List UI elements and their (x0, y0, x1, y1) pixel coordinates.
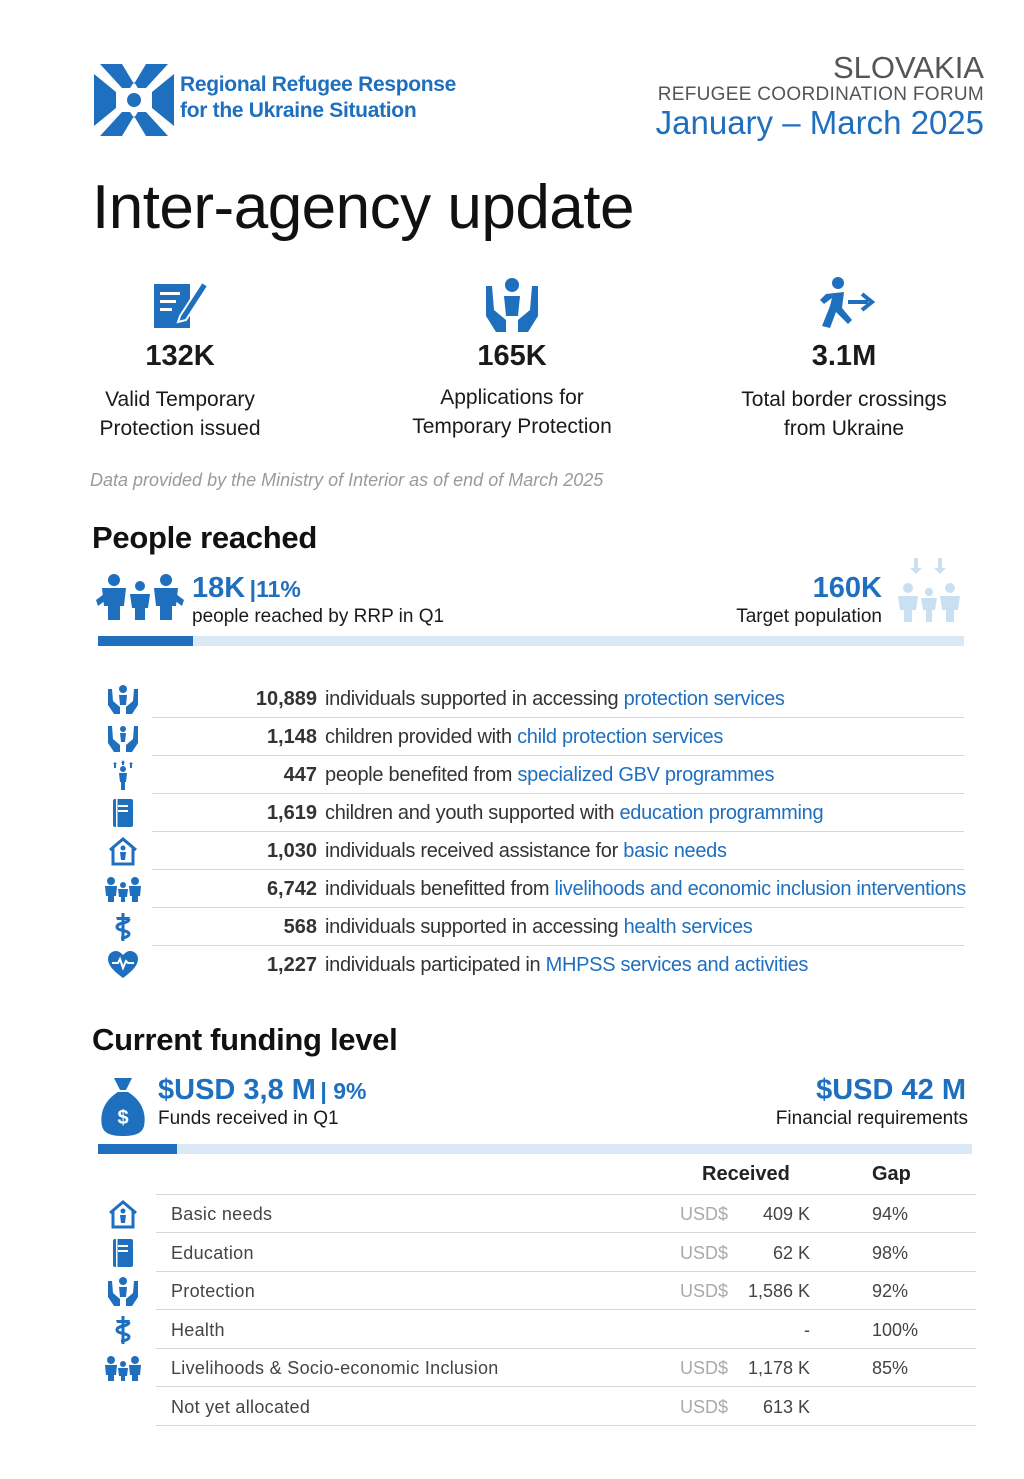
achievement-text (325, 954, 808, 977)
achievement-row (100, 756, 964, 794)
funding-gap: 85% (872, 1358, 909, 1378)
achievement-row (100, 794, 964, 832)
financial-requirement-label: Financial requirements (775, 1108, 968, 1129)
health-caduceus-icon (100, 1315, 146, 1345)
funding-sector: Health (171, 1319, 225, 1340)
funding-row (100, 1195, 976, 1233)
achievement-sector-link[interactable]: basic needs (623, 840, 727, 862)
achievement-sector-link[interactable]: protection services (623, 688, 785, 710)
stat-value: 3.1M (811, 340, 877, 372)
stat-label-line1: Applications for (440, 386, 584, 409)
achievement-value: 1,148 (266, 726, 317, 748)
funding-currency: USD$ (680, 1396, 729, 1417)
funds-received-value: $USD 3,8 M (158, 1074, 316, 1106)
protection-hands-icon (100, 1276, 146, 1306)
running-person-arrow-icon (812, 276, 876, 332)
achievement-row (100, 718, 964, 756)
funding-sector: Livelihoods & Socio-economic Inclusion (171, 1358, 499, 1378)
people-reached-percent: |11% (249, 576, 301, 602)
funding-progress-bar (98, 1144, 972, 1154)
achievement-sector-link[interactable]: livelihoods and economic inclusion interventions (554, 878, 966, 900)
data-source-note: Data provided by the Ministry of Interior as of end of March 2025 (90, 470, 604, 490)
achievement-row (100, 870, 964, 908)
funding-gap: 94% (872, 1204, 909, 1224)
stat-value: 165K (477, 340, 547, 372)
people-reached-kpi (192, 572, 301, 605)
funding-row (100, 1272, 976, 1310)
achievement-value: 1,619 (266, 802, 317, 824)
target-people-icon (894, 558, 964, 624)
hands-person-icon (482, 276, 542, 334)
funding-row (100, 1234, 976, 1272)
protection-hands-icon (100, 684, 146, 714)
achievement-description: individuals received assistance for (325, 840, 624, 862)
funding-title: Current funding level (92, 1022, 398, 1057)
logo-line-1: Regional Refugee Response (180, 73, 457, 96)
logo-line-2: for the Ukraine Situation (180, 99, 417, 122)
rrp-logo-icon (92, 58, 176, 142)
funding-received: 613 K (762, 1396, 810, 1417)
funding-sector: Protection (171, 1281, 256, 1301)
achievement-sector-link[interactable]: specialized GBV programmes (517, 764, 775, 786)
funding-received: 409 K (762, 1204, 810, 1224)
achievement-value: 10,889 (255, 688, 317, 710)
funding-currency: USD$ (680, 1204, 729, 1224)
achievement-row (100, 946, 964, 984)
document-edit-icon (150, 276, 210, 332)
stat-valid-tp (30, 276, 330, 443)
stat-label-line1: Total border crossings (741, 388, 947, 411)
funding-currency: USD$ (680, 1358, 729, 1378)
svg-text:$: $ (117, 1107, 129, 1129)
people-progress-fill (98, 636, 193, 646)
people-group-icon (96, 574, 184, 622)
achievement-text (325, 726, 723, 749)
achievement-description: individuals benefitted from (325, 878, 555, 900)
money-bag-icon (100, 1076, 146, 1136)
target-population-label: Target population (736, 606, 882, 627)
achievement-text (325, 840, 727, 863)
col-header-gap: Gap (872, 1163, 911, 1185)
target-population-value: 160K (812, 572, 882, 604)
livelihoods-people-icon (100, 1353, 146, 1383)
achievement-text (325, 878, 966, 901)
achievement-row (100, 680, 964, 718)
funding-currency: USD$ (680, 1281, 729, 1301)
stat-label-line2: Protection issued (99, 417, 261, 440)
people-progress-bar (98, 636, 964, 646)
funding-received: - (804, 1319, 810, 1340)
funds-received-percent: | 9% (320, 1078, 367, 1104)
achievement-description: people benefited from (325, 764, 518, 786)
funding-progress-fill (98, 1144, 177, 1154)
funds-received-kpi (158, 1074, 366, 1107)
achievement-text (325, 802, 823, 825)
row-divider (156, 1425, 976, 1426)
basic-needs-shelter-icon (100, 836, 146, 866)
achievement-value: 6,742 (266, 878, 317, 900)
funding-received: 62 K (772, 1242, 810, 1263)
achievement-value: 447 (283, 764, 317, 786)
health-caduceus-icon (100, 912, 146, 942)
achievement-description: children and youth supported with (325, 802, 620, 824)
funding-row (100, 1349, 976, 1387)
achievement-row (100, 908, 964, 946)
achievement-value: 1,030 (266, 840, 317, 862)
achievement-sector-link[interactable]: education programming (619, 802, 824, 824)
page-title: Inter-agency update (92, 173, 634, 242)
funding-received: 1,586 K (747, 1281, 810, 1301)
funding-gap: 100% (872, 1319, 919, 1340)
mhpss-heart-icon (100, 950, 146, 980)
funding-row (100, 1311, 976, 1349)
report-period: January – March 2025 (655, 104, 984, 141)
achievement-description: individuals supported in accessing (325, 916, 624, 938)
funding-received: 1,178 K (747, 1358, 810, 1378)
funding-sector: Basic needs (171, 1204, 273, 1224)
achievement-sector-link[interactable]: child protection services (517, 726, 724, 748)
achievement-text (325, 916, 752, 939)
stat-label-line1: Valid Temporary (105, 388, 255, 411)
achievement-value: 568 (283, 916, 317, 938)
child-protection-icon (100, 722, 146, 752)
funding-sector: Education (171, 1242, 254, 1263)
education-book-icon (100, 798, 146, 828)
stat-border-crossings (694, 276, 994, 443)
funding-gap: 98% (872, 1242, 909, 1263)
stat-label-line2: from Ukraine (783, 417, 905, 440)
people-reached-value: 18K (192, 572, 246, 604)
funding-currency: USD$ (680, 1242, 729, 1263)
achievement-value: 1,227 (266, 954, 317, 976)
logo-text (180, 72, 456, 124)
achievement-description: individuals supported in accessing (325, 688, 624, 710)
achievement-description: individuals participated in (325, 954, 546, 976)
col-header-received: Received (702, 1163, 790, 1185)
achievement-sector-link[interactable]: health services (623, 916, 753, 938)
education-book-icon (100, 1238, 146, 1268)
people-reached-label: people reached by RRP in Q1 (192, 606, 445, 627)
achievement-text (325, 764, 774, 787)
achievement-description: children provided with (325, 726, 518, 748)
funding-gap: 92% (872, 1281, 909, 1301)
country-name: SLOVAKIA (832, 50, 984, 85)
funding-sector: Not yet allocated (171, 1396, 311, 1417)
people-reached-title: People reached (92, 520, 317, 555)
financial-requirement-value: $USD 42 M (816, 1074, 966, 1106)
no-icon (100, 1392, 146, 1422)
achievement-text (325, 688, 785, 711)
gbv-person-icon (100, 760, 146, 790)
stat-value: 132K (145, 340, 215, 372)
livelihoods-people-icon (100, 874, 146, 904)
stat-label-line2: Temporary Protection (412, 415, 612, 438)
achievement-row (100, 832, 964, 870)
forum-name: REFUGEE COORDINATION FORUM (657, 84, 984, 105)
funds-received-label: Funds received in Q1 (158, 1108, 339, 1129)
basic-needs-shelter-icon (100, 1199, 146, 1229)
stat-applications-tp (362, 276, 662, 441)
achievement-sector-link[interactable]: MHPSS services and activities (545, 954, 809, 976)
funding-row (100, 1388, 976, 1426)
